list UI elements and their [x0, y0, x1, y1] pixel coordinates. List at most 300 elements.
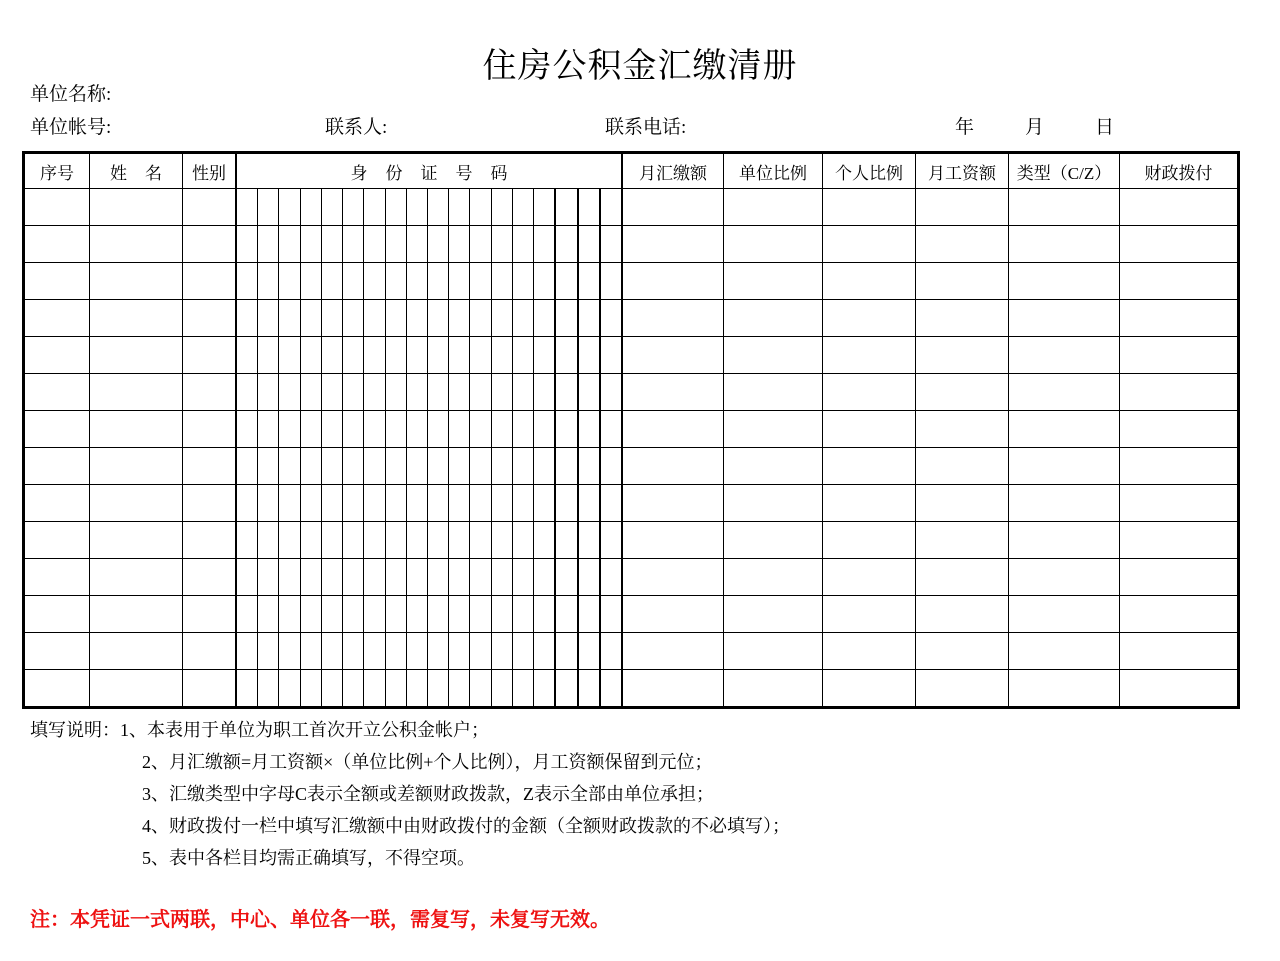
id-digit-box[interactable] — [470, 411, 491, 447]
id-digit-box[interactable] — [386, 189, 407, 225]
id-digit-box[interactable] — [407, 485, 428, 521]
cell-id-number[interactable] — [236, 633, 622, 670]
cell-unit-ratio[interactable] — [724, 633, 823, 670]
id-digit-box[interactable] — [556, 485, 578, 521]
id-digit-box[interactable] — [237, 189, 258, 225]
cell-monthly-amount[interactable] — [622, 596, 724, 633]
cell-name[interactable] — [90, 559, 183, 596]
cell-name[interactable] — [90, 300, 183, 337]
cell-id-number[interactable] — [236, 337, 622, 374]
id-digit-box[interactable] — [470, 448, 491, 484]
cell-monthly-wage[interactable] — [916, 411, 1009, 448]
id-digit-box[interactable] — [579, 596, 601, 632]
id-digit-box[interactable] — [237, 337, 258, 373]
cell-unit-ratio[interactable] — [724, 596, 823, 633]
cell-monthly-wage[interactable] — [916, 374, 1009, 411]
id-digit-box[interactable] — [534, 263, 556, 299]
id-digit-box[interactable] — [492, 263, 513, 299]
id-digit-box[interactable] — [258, 226, 279, 262]
id-digit-box[interactable] — [364, 485, 385, 521]
cell-id-number[interactable] — [236, 596, 622, 633]
cell-unit-ratio[interactable] — [724, 263, 823, 300]
cell-monthly-wage[interactable] — [916, 337, 1009, 374]
id-digit-box[interactable] — [556, 374, 578, 410]
id-digit-box[interactable] — [601, 448, 621, 484]
id-digit-box[interactable] — [534, 559, 556, 595]
cell-unit-ratio[interactable] — [724, 189, 823, 226]
id-digit-box[interactable] — [364, 559, 385, 595]
cell-sex[interactable] — [183, 263, 237, 300]
cell-unit-ratio[interactable] — [724, 374, 823, 411]
id-digit-box[interactable] — [556, 337, 578, 373]
cell-name[interactable] — [90, 374, 183, 411]
id-digit-box[interactable] — [449, 226, 470, 262]
id-digit-box[interactable] — [556, 559, 578, 595]
cell-personal-ratio[interactable] — [823, 559, 916, 596]
id-digit-box[interactable] — [237, 485, 258, 521]
id-digit-box[interactable] — [386, 633, 407, 669]
cell-type[interactable] — [1009, 189, 1120, 226]
id-digit-box[interactable] — [343, 374, 364, 410]
id-digit-box[interactable] — [428, 226, 449, 262]
id-digit-box[interactable] — [513, 300, 534, 336]
cell-id-number[interactable] — [236, 670, 622, 708]
id-digit-box[interactable] — [601, 522, 621, 558]
id-digit-box[interactable] — [322, 448, 343, 484]
id-digit-box[interactable] — [492, 596, 513, 632]
id-digit-box[interactable] — [513, 448, 534, 484]
cell-sex[interactable] — [183, 559, 237, 596]
id-digit-box[interactable] — [492, 633, 513, 669]
id-digit-box[interactable] — [534, 596, 556, 632]
cell-seq[interactable] — [24, 485, 90, 522]
id-digit-box[interactable] — [449, 485, 470, 521]
id-digit-box[interactable] — [301, 596, 322, 632]
id-digit-box[interactable] — [601, 300, 621, 336]
id-digit-box[interactable] — [534, 670, 556, 706]
id-digit-box[interactable] — [428, 374, 449, 410]
cell-monthly-wage[interactable] — [916, 226, 1009, 263]
cell-gov-allocation[interactable] — [1120, 596, 1239, 633]
id-digit-box[interactable] — [237, 633, 258, 669]
cell-seq[interactable] — [24, 263, 90, 300]
cell-type[interactable] — [1009, 448, 1120, 485]
cell-monthly-amount[interactable] — [622, 300, 724, 337]
id-digit-box[interactable] — [343, 559, 364, 595]
id-digit-box[interactable] — [237, 226, 258, 262]
id-digit-box[interactable] — [492, 189, 513, 225]
cell-name[interactable] — [90, 263, 183, 300]
id-digit-box[interactable] — [322, 189, 343, 225]
id-digit-box[interactable] — [556, 522, 578, 558]
id-digit-box[interactable] — [534, 485, 556, 521]
id-digit-box[interactable] — [407, 633, 428, 669]
id-digit-box[interactable] — [322, 485, 343, 521]
cell-monthly-amount[interactable] — [622, 374, 724, 411]
cell-personal-ratio[interactable] — [823, 337, 916, 374]
id-digit-box[interactable] — [343, 670, 364, 706]
id-digit-box[interactable] — [579, 448, 601, 484]
cell-monthly-wage[interactable] — [916, 670, 1009, 708]
id-digit-box[interactable] — [364, 411, 385, 447]
cell-unit-ratio[interactable] — [724, 337, 823, 374]
id-digit-box[interactable] — [237, 411, 258, 447]
id-digit-box[interactable] — [279, 263, 300, 299]
id-digit-box[interactable] — [513, 189, 534, 225]
id-digit-box[interactable] — [470, 596, 491, 632]
id-digit-box[interactable] — [237, 263, 258, 299]
cell-monthly-wage[interactable] — [916, 448, 1009, 485]
cell-unit-ratio[interactable] — [724, 300, 823, 337]
id-digit-box[interactable] — [428, 448, 449, 484]
cell-monthly-wage[interactable] — [916, 300, 1009, 337]
id-digit-box[interactable] — [386, 485, 407, 521]
id-digit-box[interactable] — [237, 670, 258, 706]
id-digit-box[interactable] — [386, 448, 407, 484]
cell-sex[interactable] — [183, 411, 237, 448]
id-digit-box[interactable] — [492, 559, 513, 595]
cell-type[interactable] — [1009, 411, 1120, 448]
id-digit-box[interactable] — [364, 670, 385, 706]
id-digit-box[interactable] — [449, 300, 470, 336]
id-digit-box[interactable] — [492, 448, 513, 484]
id-digit-box[interactable] — [492, 485, 513, 521]
id-digit-box[interactable] — [601, 189, 621, 225]
id-digit-box[interactable] — [513, 374, 534, 410]
cell-seq[interactable] — [24, 374, 90, 411]
cell-unit-ratio[interactable] — [724, 448, 823, 485]
id-digit-box[interactable] — [534, 411, 556, 447]
id-digit-box[interactable] — [322, 411, 343, 447]
id-digit-box[interactable] — [601, 633, 621, 669]
id-digit-box[interactable] — [301, 263, 322, 299]
id-digit-box[interactable] — [301, 374, 322, 410]
cell-id-number[interactable] — [236, 300, 622, 337]
id-digit-box[interactable] — [579, 485, 601, 521]
id-digit-box[interactable] — [428, 337, 449, 373]
id-digit-box[interactable] — [258, 559, 279, 595]
id-digit-box[interactable] — [449, 596, 470, 632]
cell-seq[interactable] — [24, 522, 90, 559]
id-digit-box[interactable] — [449, 448, 470, 484]
id-digit-box[interactable] — [470, 226, 491, 262]
id-digit-box[interactable] — [343, 411, 364, 447]
id-digit-box[interactable] — [534, 522, 556, 558]
id-digit-box[interactable] — [407, 411, 428, 447]
id-digit-box[interactable] — [470, 633, 491, 669]
id-digit-box[interactable] — [449, 633, 470, 669]
cell-seq[interactable] — [24, 300, 90, 337]
id-digit-box[interactable] — [386, 374, 407, 410]
cell-seq[interactable] — [24, 189, 90, 226]
id-digit-box[interactable] — [449, 559, 470, 595]
id-digit-box[interactable] — [301, 189, 322, 225]
id-digit-box[interactable] — [579, 263, 601, 299]
id-digit-box[interactable] — [428, 559, 449, 595]
id-digit-box[interactable] — [601, 337, 621, 373]
cell-type[interactable] — [1009, 596, 1120, 633]
id-digit-box[interactable] — [513, 337, 534, 373]
cell-monthly-wage[interactable] — [916, 485, 1009, 522]
cell-sex[interactable] — [183, 633, 237, 670]
id-digit-box[interactable] — [534, 226, 556, 262]
id-digit-box[interactable] — [470, 485, 491, 521]
id-digit-box[interactable] — [470, 189, 491, 225]
cell-monthly-amount[interactable] — [622, 226, 724, 263]
id-digit-box[interactable] — [258, 189, 279, 225]
cell-name[interactable] — [90, 485, 183, 522]
id-digit-box[interactable] — [556, 263, 578, 299]
id-digit-box[interactable] — [428, 670, 449, 706]
id-digit-box[interactable] — [513, 411, 534, 447]
cell-personal-ratio[interactable] — [823, 374, 916, 411]
cell-personal-ratio[interactable] — [823, 226, 916, 263]
id-digit-box[interactable] — [579, 670, 601, 706]
id-digit-box[interactable] — [449, 374, 470, 410]
cell-sex[interactable] — [183, 300, 237, 337]
id-digit-box[interactable] — [579, 374, 601, 410]
id-digit-box[interactable] — [258, 485, 279, 521]
cell-gov-allocation[interactable] — [1120, 522, 1239, 559]
cell-id-number[interactable] — [236, 485, 622, 522]
cell-monthly-wage[interactable] — [916, 263, 1009, 300]
cell-gov-allocation[interactable] — [1120, 189, 1239, 226]
id-digit-box[interactable] — [279, 448, 300, 484]
cell-gov-allocation[interactable] — [1120, 559, 1239, 596]
id-digit-box[interactable] — [364, 522, 385, 558]
cell-monthly-amount[interactable] — [622, 411, 724, 448]
cell-type[interactable] — [1009, 263, 1120, 300]
cell-sex[interactable] — [183, 596, 237, 633]
cell-unit-ratio[interactable] — [724, 522, 823, 559]
id-digit-box[interactable] — [386, 337, 407, 373]
cell-monthly-amount[interactable] — [622, 337, 724, 374]
id-digit-box[interactable] — [534, 374, 556, 410]
id-digit-box[interactable] — [470, 374, 491, 410]
cell-personal-ratio[interactable] — [823, 189, 916, 226]
cell-name[interactable] — [90, 596, 183, 633]
id-digit-box[interactable] — [428, 485, 449, 521]
id-digit-box[interactable] — [601, 411, 621, 447]
id-digit-box[interactable] — [258, 411, 279, 447]
id-digit-box[interactable] — [407, 226, 428, 262]
cell-type[interactable] — [1009, 374, 1120, 411]
cell-type[interactable] — [1009, 300, 1120, 337]
id-digit-box[interactable] — [343, 448, 364, 484]
id-digit-box[interactable] — [279, 226, 300, 262]
id-digit-box[interactable] — [407, 374, 428, 410]
id-digit-box[interactable] — [343, 522, 364, 558]
cell-gov-allocation[interactable] — [1120, 411, 1239, 448]
cell-name[interactable] — [90, 670, 183, 708]
id-digit-box[interactable] — [579, 559, 601, 595]
cell-gov-allocation[interactable] — [1120, 448, 1239, 485]
id-digit-box[interactable] — [470, 300, 491, 336]
id-digit-box[interactable] — [279, 337, 300, 373]
id-digit-box[interactable] — [237, 596, 258, 632]
cell-seq[interactable] — [24, 448, 90, 485]
id-digit-box[interactable] — [386, 263, 407, 299]
id-digit-box[interactable] — [470, 559, 491, 595]
id-digit-box[interactable] — [428, 263, 449, 299]
id-digit-box[interactable] — [556, 596, 578, 632]
cell-personal-ratio[interactable] — [823, 300, 916, 337]
cell-name[interactable] — [90, 411, 183, 448]
cell-type[interactable] — [1009, 559, 1120, 596]
cell-personal-ratio[interactable] — [823, 670, 916, 708]
id-digit-box[interactable] — [386, 300, 407, 336]
id-digit-box[interactable] — [449, 189, 470, 225]
cell-monthly-amount[interactable] — [622, 189, 724, 226]
id-digit-box[interactable] — [301, 485, 322, 521]
id-digit-box[interactable] — [279, 189, 300, 225]
cell-gov-allocation[interactable] — [1120, 670, 1239, 708]
id-digit-box[interactable] — [279, 522, 300, 558]
id-digit-box[interactable] — [386, 670, 407, 706]
id-digit-box[interactable] — [386, 226, 407, 262]
cell-id-number[interactable] — [236, 189, 622, 226]
cell-sex[interactable] — [183, 189, 237, 226]
id-digit-box[interactable] — [556, 300, 578, 336]
id-digit-box[interactable] — [449, 411, 470, 447]
id-digit-box[interactable] — [470, 337, 491, 373]
id-digit-box[interactable] — [492, 374, 513, 410]
id-digit-box[interactable] — [258, 633, 279, 669]
cell-personal-ratio[interactable] — [823, 448, 916, 485]
id-digit-box[interactable] — [279, 596, 300, 632]
id-digit-box[interactable] — [601, 374, 621, 410]
id-digit-box[interactable] — [343, 226, 364, 262]
cell-gov-allocation[interactable] — [1120, 485, 1239, 522]
cell-id-number[interactable] — [236, 522, 622, 559]
id-digit-box[interactable] — [237, 522, 258, 558]
cell-name[interactable] — [90, 337, 183, 374]
cell-gov-allocation[interactable] — [1120, 300, 1239, 337]
id-digit-box[interactable] — [556, 411, 578, 447]
cell-seq[interactable] — [24, 226, 90, 263]
cell-type[interactable] — [1009, 337, 1120, 374]
id-digit-box[interactable] — [579, 337, 601, 373]
id-digit-box[interactable] — [556, 448, 578, 484]
id-digit-box[interactable] — [428, 300, 449, 336]
id-digit-box[interactable] — [237, 300, 258, 336]
id-digit-box[interactable] — [386, 522, 407, 558]
id-digit-box[interactable] — [601, 559, 621, 595]
id-digit-box[interactable] — [449, 337, 470, 373]
cell-id-number[interactable] — [236, 226, 622, 263]
id-digit-box[interactable] — [322, 522, 343, 558]
id-digit-box[interactable] — [492, 670, 513, 706]
id-digit-box[interactable] — [534, 189, 556, 225]
id-digit-box[interactable] — [601, 670, 621, 706]
id-digit-box[interactable] — [237, 559, 258, 595]
id-digit-box[interactable] — [301, 522, 322, 558]
id-digit-box[interactable] — [601, 263, 621, 299]
id-digit-box[interactable] — [343, 337, 364, 373]
id-digit-box[interactable] — [364, 189, 385, 225]
cell-type[interactable] — [1009, 226, 1120, 263]
id-digit-box[interactable] — [470, 263, 491, 299]
id-digit-box[interactable] — [301, 559, 322, 595]
cell-seq[interactable] — [24, 670, 90, 708]
cell-name[interactable] — [90, 226, 183, 263]
cell-gov-allocation[interactable] — [1120, 226, 1239, 263]
cell-personal-ratio[interactable] — [823, 633, 916, 670]
cell-sex[interactable] — [183, 485, 237, 522]
cell-monthly-amount[interactable] — [622, 263, 724, 300]
id-digit-box[interactable] — [258, 374, 279, 410]
id-digit-box[interactable] — [322, 374, 343, 410]
cell-sex[interactable] — [183, 448, 237, 485]
id-digit-box[interactable] — [579, 226, 601, 262]
id-digit-box[interactable] — [237, 448, 258, 484]
id-digit-box[interactable] — [407, 596, 428, 632]
cell-monthly-amount[interactable] — [622, 522, 724, 559]
cell-monthly-amount[interactable] — [622, 559, 724, 596]
cell-id-number[interactable] — [236, 263, 622, 300]
id-digit-box[interactable] — [301, 300, 322, 336]
id-digit-box[interactable] — [492, 300, 513, 336]
cell-sex[interactable] — [183, 374, 237, 411]
cell-type[interactable] — [1009, 670, 1120, 708]
cell-personal-ratio[interactable] — [823, 485, 916, 522]
id-digit-box[interactable] — [601, 485, 621, 521]
id-digit-box[interactable] — [364, 337, 385, 373]
cell-sex[interactable] — [183, 670, 237, 708]
id-digit-box[interactable] — [279, 633, 300, 669]
id-digit-box[interactable] — [407, 522, 428, 558]
id-digit-box[interactable] — [301, 226, 322, 262]
id-digit-box[interactable] — [279, 374, 300, 410]
cell-seq[interactable] — [24, 337, 90, 374]
id-digit-box[interactable] — [364, 226, 385, 262]
cell-personal-ratio[interactable] — [823, 522, 916, 559]
cell-id-number[interactable] — [236, 448, 622, 485]
id-digit-box[interactable] — [428, 411, 449, 447]
cell-type[interactable] — [1009, 522, 1120, 559]
id-digit-box[interactable] — [258, 337, 279, 373]
id-digit-box[interactable] — [322, 670, 343, 706]
id-digit-box[interactable] — [492, 522, 513, 558]
cell-monthly-amount[interactable] — [622, 448, 724, 485]
cell-id-number[interactable] — [236, 374, 622, 411]
cell-gov-allocation[interactable] — [1120, 633, 1239, 670]
id-digit-box[interactable] — [279, 411, 300, 447]
cell-unit-ratio[interactable] — [724, 559, 823, 596]
id-digit-box[interactable] — [428, 633, 449, 669]
cell-unit-ratio[interactable] — [724, 411, 823, 448]
id-digit-box[interactable] — [513, 596, 534, 632]
id-digit-box[interactable] — [343, 263, 364, 299]
cell-type[interactable] — [1009, 633, 1120, 670]
id-digit-box[interactable] — [322, 337, 343, 373]
id-digit-box[interactable] — [364, 633, 385, 669]
cell-type[interactable] — [1009, 485, 1120, 522]
id-digit-box[interactable] — [322, 596, 343, 632]
id-digit-box[interactable] — [601, 596, 621, 632]
cell-name[interactable] — [90, 448, 183, 485]
id-digit-box[interactable] — [513, 559, 534, 595]
id-digit-box[interactable] — [258, 670, 279, 706]
id-digit-box[interactable] — [301, 633, 322, 669]
cell-seq[interactable] — [24, 633, 90, 670]
cell-sex[interactable] — [183, 522, 237, 559]
id-digit-box[interactable] — [579, 189, 601, 225]
id-digit-box[interactable] — [579, 411, 601, 447]
id-digit-box[interactable] — [364, 263, 385, 299]
cell-name[interactable] — [90, 189, 183, 226]
id-digit-box[interactable] — [407, 189, 428, 225]
